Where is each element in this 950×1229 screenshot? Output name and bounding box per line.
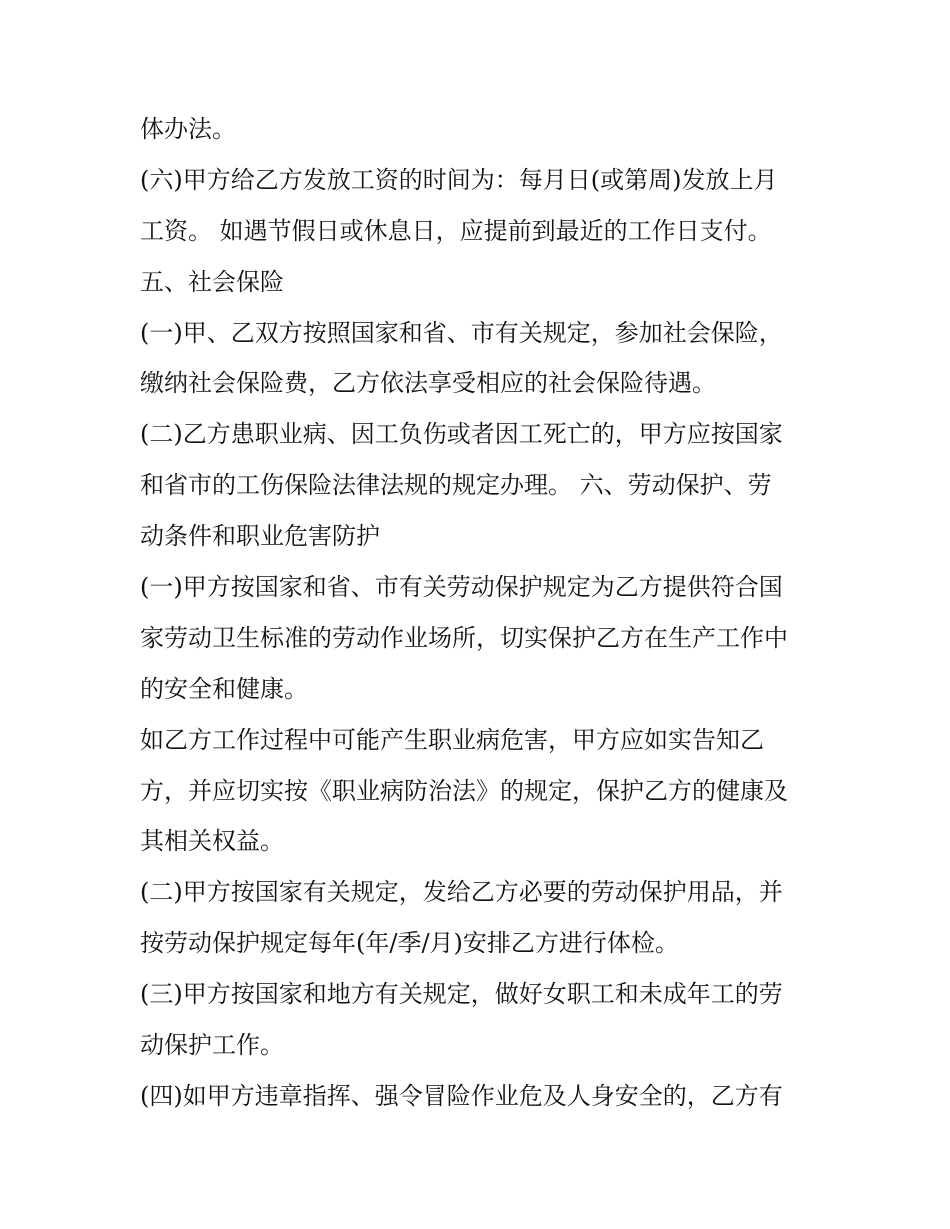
text-line: (三)甲方按国家和地方有关规定，做好女职工和未成年工的劳: [140, 980, 783, 1009]
section-heading: 五、社会保险: [140, 267, 284, 296]
text-line: (二)乙方患职业病、因工负伤或者因工死亡的，甲方应按国家: [140, 420, 783, 449]
text-line: 按劳动保护规定每年(年/季/月)安排乙方进行体检。: [140, 929, 679, 958]
text-line: (一)甲方按国家和省、市有关劳动保护规定为乙方提供符合国: [140, 573, 783, 602]
contract-body: [140, 104, 820, 1122]
text-line: (一)甲、乙双方按照国家和省、市有关规定，参加社会保险，: [140, 318, 783, 347]
text-line: 体办法。: [140, 115, 236, 143]
text-line: 如乙方工作过程中可能产生职业病危害，甲方应如实告知乙: [140, 725, 764, 754]
text-line: (四)如甲方违章指挥、强令冒险作业危及人身安全的，乙方有: [140, 1081, 783, 1110]
text-line: 和省市的工伤保险法律法规的规定办理。 六、劳动保护、劳: [140, 471, 772, 500]
text-line: (二)甲方按国家有关规定，发给乙方必要的劳动保护用品，并: [140, 878, 783, 907]
text-line: 动条件和职业危害防护: [140, 522, 380, 551]
text-line: 方，并应切实按《职业病防治法》的规定，保护乙方的健康及: [140, 776, 788, 805]
text-line: 动保护工作。: [140, 1031, 284, 1060]
text-line: 工资。 如遇节假日或休息日，应提前到最近的工作日支付。: [140, 216, 772, 245]
text-line: 缴纳社会保险费，乙方依法享受相应的社会保险待遇。: [140, 369, 716, 398]
text-line: 家劳动卫生标准的劳动作业场所，切实保护乙方在生产工作中: [140, 623, 788, 652]
text-line: 其相关权益。: [140, 827, 284, 856]
text-line: 的安全和健康。: [140, 674, 308, 703]
text-line: (六)甲方给乙方发放工资的时间为：每月日(或第周)发放上月: [140, 165, 778, 194]
